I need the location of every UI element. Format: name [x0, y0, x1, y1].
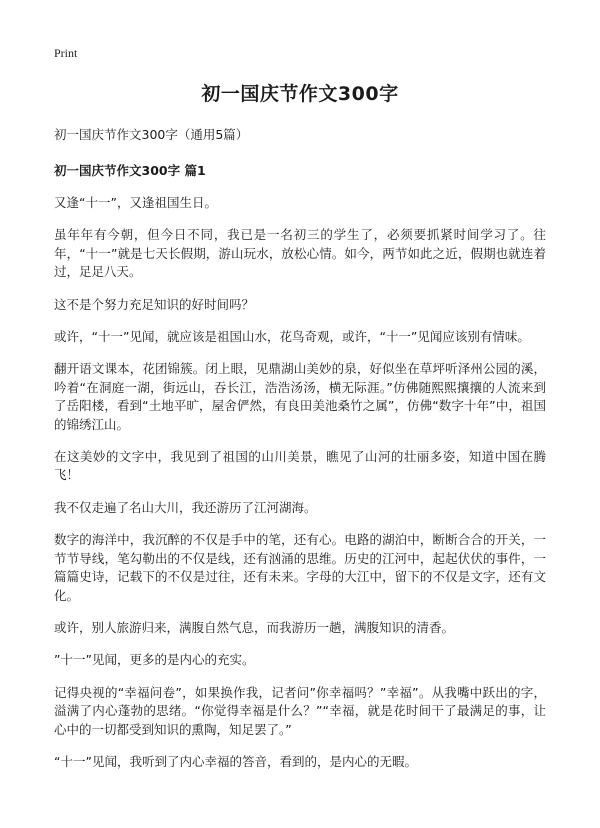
document-subtitle: 初一国庆节作文300字（通用5篇）: [54, 127, 249, 142]
paragraph: 我不仅走遍了名山大川，我还游历了江河湖海。: [54, 499, 317, 515]
paragraph: 又逢“十一”，又逢祖国生日。: [54, 195, 217, 210]
print-label: Print: [54, 46, 78, 60]
essay-body: [54, 194, 546, 771]
paragraph: 或许，“十一”见闻，就应该是祖国山水，花鸟奇观，或许，“十一”见闻应该别有情味。: [54, 329, 530, 345]
paragraph: 这不是个努力充足知识的好时间吗？: [54, 296, 255, 312]
paragraph: 翻开语文课本，花团锦簇。闭上眼，见鼎湖山美妙的泉，好似坐在草坪听泽州公园的溪，吟着“在洞庭一湖，街远山，吞长江，浩浩汤汤，横无际涯。”仿佛随熙熙攘攘的人流来到了岳阳楼，看到“土地平旷，屋舍俨然，有良田美池桑竹之属”，仿佛“数字十年”中，祖国的锦绣江山。: [54, 361, 546, 432]
paragraph: ”十一”见闻，更多的是内心的充实。: [54, 652, 255, 668]
paragraph: “十一”见闻，我听到了内心幸福的答音，看到的，是内心的无暇。: [54, 753, 417, 769]
document-title: 初一国庆节作文300字: [201, 83, 399, 105]
paragraph: 虽年年有今朝，但今日不同，我已是一名初三的学生了，必须要抓紧时间学习了。往年，“十一”就是七天长假期，游山玩水，放松心情。如今，两节如此之近，假期也就连着过，足足八天。: [54, 227, 546, 280]
paragraph: 或许，别人旅游归来，满腹自然气息，而我游历一趟，满腹知识的清香。: [54, 619, 455, 635]
section-heading: 初一国庆节作文300字 篇1: [54, 163, 206, 178]
paragraph: 在这美妙的文字中，我见到了祖国的山川美景，瞧见了山河的壮丽多姿，知道中国在腾飞！: [54, 449, 546, 483]
paragraph: 数字的海洋中，我沉醉的不仅是手中的笔，还有心。电路的湖泊中，断断合合的开关，一节节导线，笔勾勒出的不仅是线，还有汹涌的思维。历史的江河中，起起伏伏的事件，一篇篇史诗，记载下的不仅是过往，还有未来。字母的大江中，留下的不仅是文字，还有文化。: [54, 532, 546, 603]
paragraph: 记得央视的“幸福问卷”，如果换作我，记者问”你幸福吗？”幸福”。从我嘴中跃出的字，溢满了内心蓬勃的思绪。“你觉得幸福是什么？”“幸福，就是花时间干了最满足的事，让心中的一切都受到知识的熏陶，知足罢了。”: [54, 684, 546, 737]
